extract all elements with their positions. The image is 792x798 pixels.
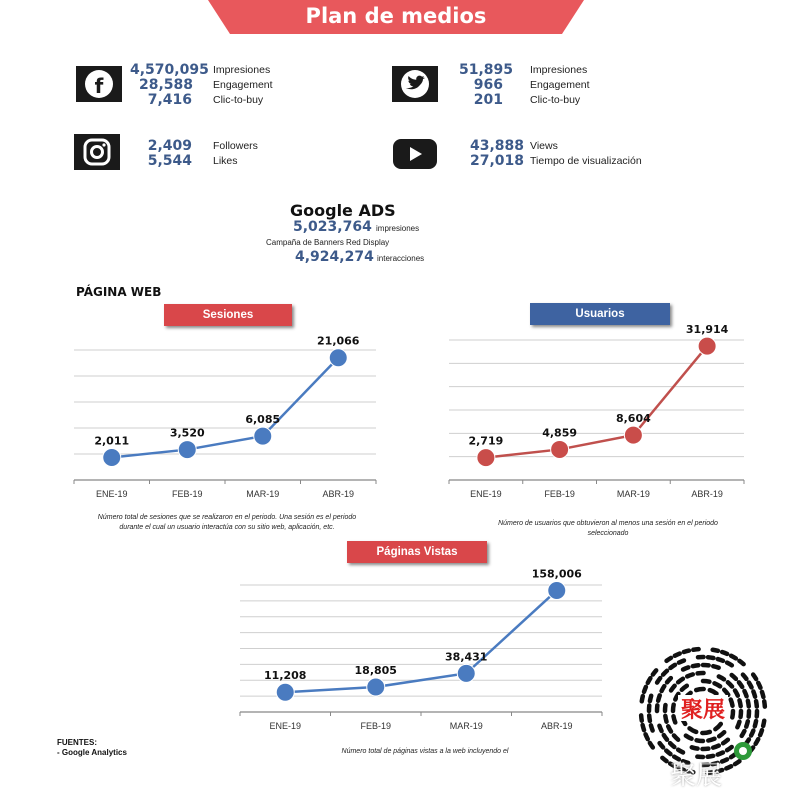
data-point [276, 683, 294, 701]
series-line [486, 346, 707, 458]
category-label: ENE-19 [269, 721, 302, 731]
category-label: MAR-19 [449, 721, 483, 731]
instagram-likes-value: 5,544 [147, 153, 192, 169]
twitter-clic-value: 201 [473, 92, 503, 108]
qr-dash [739, 700, 740, 706]
qr-dash [713, 746, 719, 748]
google-ads-interactions-value: 4,924,274 [295, 249, 374, 265]
data-point [367, 678, 385, 696]
category-label: MAR-19 [246, 489, 280, 499]
qr-dash [670, 743, 674, 747]
qr-dash [673, 705, 674, 711]
sources-title: FUENTES: [57, 738, 97, 747]
qr-dash [731, 700, 733, 706]
qr-dash [649, 715, 650, 720]
web-section-title: PÁGINA WEB [76, 285, 162, 299]
chart-banner-usuarios: Usuarios [530, 303, 670, 325]
qr-dash [751, 731, 753, 736]
chart-banner-paginas: Páginas Vistas [347, 541, 487, 563]
data-point [178, 441, 196, 459]
data-label: 11,208 [264, 669, 307, 683]
data-label: 31,914 [685, 323, 729, 337]
qr-dash [713, 650, 718, 651]
qr-dash [719, 676, 724, 679]
qr-dash [755, 721, 756, 726]
qr-dash [643, 725, 644, 730]
qr-dash [671, 686, 675, 691]
data-label: 8,604 [615, 412, 651, 426]
qr-dash [667, 678, 671, 682]
category-label: FEB-19 [360, 721, 392, 731]
data-label: 158,006 [531, 567, 582, 581]
data-label: 21,066 [317, 334, 360, 348]
data-label: 38,431 [445, 650, 488, 664]
twitter-engagement-label: Engagement [530, 79, 590, 91]
qr-dash [657, 678, 660, 683]
qr-dash [678, 750, 683, 753]
watermark-text: 聚展 [670, 761, 723, 791]
twitter-impressions-value: 51,895 [458, 62, 513, 78]
qr-dash [646, 734, 648, 739]
instagram-icon [74, 134, 120, 170]
facebook-engagement-value: 28,588 [138, 77, 193, 93]
qr-dash [753, 675, 756, 679]
qr-dash [723, 740, 728, 744]
category-label: MAR-19 [616, 489, 650, 499]
qr-dash [664, 735, 667, 740]
data-label: 6,085 [245, 413, 281, 427]
qr-dash [641, 715, 642, 720]
qr-dash [684, 651, 689, 652]
qr-dash [731, 656, 736, 659]
data-label: 3,520 [169, 426, 205, 440]
category-label: ABR-19 [691, 489, 723, 499]
google-ads-campaign: Campaña de Banners Red Display [266, 238, 390, 247]
svg-text:f: f [94, 74, 104, 98]
twitter-icon [392, 66, 438, 102]
youtube-watchtime-label: Tiempo de visualización [530, 155, 642, 167]
category-label: ABR-19 [322, 489, 355, 499]
facebook-engagement-label: Engagement [213, 79, 273, 91]
qr-dash [748, 701, 749, 707]
category-label: ENE-19 [470, 489, 502, 499]
qr-dash [702, 732, 709, 733]
chart-svg-1 [449, 325, 744, 505]
qr-dash [651, 725, 653, 730]
qr-dash [764, 701, 765, 706]
qr-dash [683, 667, 688, 669]
page-title: Plan de medios [305, 4, 487, 28]
chart-svg-2 [240, 567, 602, 740]
data-point [548, 581, 566, 599]
qr-dash [678, 679, 683, 683]
qr-dash [675, 654, 680, 656]
qr-dash [666, 751, 670, 755]
youtube-icon [392, 136, 438, 172]
data-point [254, 427, 272, 445]
qr-dash [703, 681, 709, 682]
google-ads-interactions-label: interacciones [377, 254, 425, 263]
qr-dash [686, 736, 692, 739]
facebook-icon [76, 66, 122, 102]
qr-dash [744, 691, 746, 696]
qr-dash [665, 716, 666, 722]
data-label: 18,805 [354, 663, 397, 677]
qr-dash [727, 747, 732, 750]
qr-dash [713, 666, 718, 668]
data-point [624, 426, 642, 444]
qr-dash [753, 691, 755, 696]
header-banner [208, 0, 584, 34]
qr-dash [667, 658, 671, 661]
twitter-impressions-label: Impresiones [530, 64, 588, 76]
qr-dash [749, 683, 752, 688]
qr-dash [668, 726, 671, 731]
qr-dash [718, 659, 723, 661]
qr-dash [762, 692, 763, 697]
qr-dash [758, 683, 760, 688]
qr-dash [653, 670, 656, 674]
series-line [112, 358, 339, 458]
qr-dash [697, 740, 703, 741]
data-point [551, 440, 569, 458]
qr-dash [763, 721, 764, 726]
chart-usuarios [449, 325, 744, 505]
google-ads-title: Google ADS [290, 201, 396, 220]
data-point [103, 448, 121, 466]
data-label: 2,011 [94, 434, 130, 448]
qr-dash [673, 716, 675, 722]
qr-dash [743, 675, 746, 679]
chart-sesiones [74, 334, 376, 505]
qr-dash [732, 711, 733, 717]
instagram-likes-label: Likes [213, 155, 238, 167]
qr-dash [708, 739, 714, 741]
instagram-followers-label: Followers [213, 140, 258, 152]
youtube-watchtime-value: 27,018 [469, 153, 524, 169]
data-label: 2,719 [468, 434, 504, 448]
chart-note-sesiones: Número total de sesiones que se realizaron en el periodo. Una sesión es el periodo durante el cual un usuario interactúa con su sitio web, aplicación, etc. [97, 514, 357, 531]
category-label: ABR-19 [540, 721, 573, 731]
category-label: FEB-19 [171, 489, 203, 499]
qr-dash [708, 657, 713, 658]
qr-dash [658, 695, 660, 700]
qr-dash [728, 682, 732, 686]
twitter-engagement-value: 966 [473, 77, 503, 93]
data-point [698, 337, 716, 355]
qr-dash [692, 747, 698, 748]
qr-dash [693, 665, 699, 666]
qr-dash [727, 663, 732, 666]
instagram-followers-value: 2,409 [147, 138, 192, 154]
facebook-clic-label: Clic-to-buy [213, 94, 264, 106]
qr-dash [735, 690, 738, 695]
sources [57, 738, 127, 758]
qr-dash [760, 730, 762, 735]
qr-dash [659, 726, 661, 731]
qr-center-text: 聚展 [680, 698, 726, 723]
chart-svg-0 [74, 334, 376, 505]
data-point [477, 449, 495, 467]
data-point [329, 349, 347, 367]
data-point [457, 664, 475, 682]
chart-note-paginas: Número total de páginas vistas a la web incluyendo el [341, 748, 509, 755]
qr-dash [756, 701, 757, 706]
sources-item: - Google Analytics [57, 748, 127, 757]
qr-dash [739, 682, 742, 687]
qr-dash [650, 743, 653, 747]
qr-dash [663, 671, 667, 675]
category-label: ENE-19 [95, 489, 128, 499]
google-ads-impressions-label: impresiones [376, 224, 420, 233]
qr-dash [662, 758, 666, 761]
facebook-impressions-label: Impresiones [213, 64, 271, 76]
qr-dash [739, 661, 743, 664]
qr-dash [693, 649, 698, 650]
qr-dash [648, 678, 651, 683]
qr-dash [714, 683, 720, 686]
facebook-impressions-value: 4,570,095 [130, 62, 209, 78]
qr-dash [696, 689, 703, 690]
qr-dash [756, 739, 759, 744]
data-label: 4,859 [542, 426, 578, 440]
qr-dash [732, 675, 736, 679]
qr-dash [660, 743, 663, 747]
google-ads-impressions-value: 5,023,764 [293, 219, 372, 235]
qr-dash [679, 660, 684, 662]
facebook-clic-value: 7,416 [147, 92, 192, 108]
qr-dash [737, 722, 739, 728]
qr-dash [642, 696, 643, 701]
qr-dash [650, 696, 651, 701]
chart-note-usuarios: Número de usuarios que obtuvieron al menos una sesión en el periodo seleccionado [498, 520, 718, 537]
chart-banner-sesiones: Sesiones [164, 304, 292, 326]
youtube-views-value: 43,888 [469, 138, 524, 154]
qr-dash [644, 687, 646, 692]
qr-dash [687, 674, 693, 676]
qr-dash [662, 686, 665, 691]
youtube-views-label: Views [530, 140, 558, 152]
qr-dash [722, 652, 727, 654]
category-label: FEB-19 [544, 489, 575, 499]
qr-dash [746, 721, 748, 726]
qr-dash [742, 731, 745, 736]
twitter-clic-label: Clic-to-buy [530, 94, 581, 106]
chart-paginas-vistas [240, 567, 602, 740]
qr-dash [674, 735, 678, 739]
series-line [285, 590, 557, 692]
qr-dash [670, 665, 675, 668]
qr-dash [675, 694, 678, 700]
